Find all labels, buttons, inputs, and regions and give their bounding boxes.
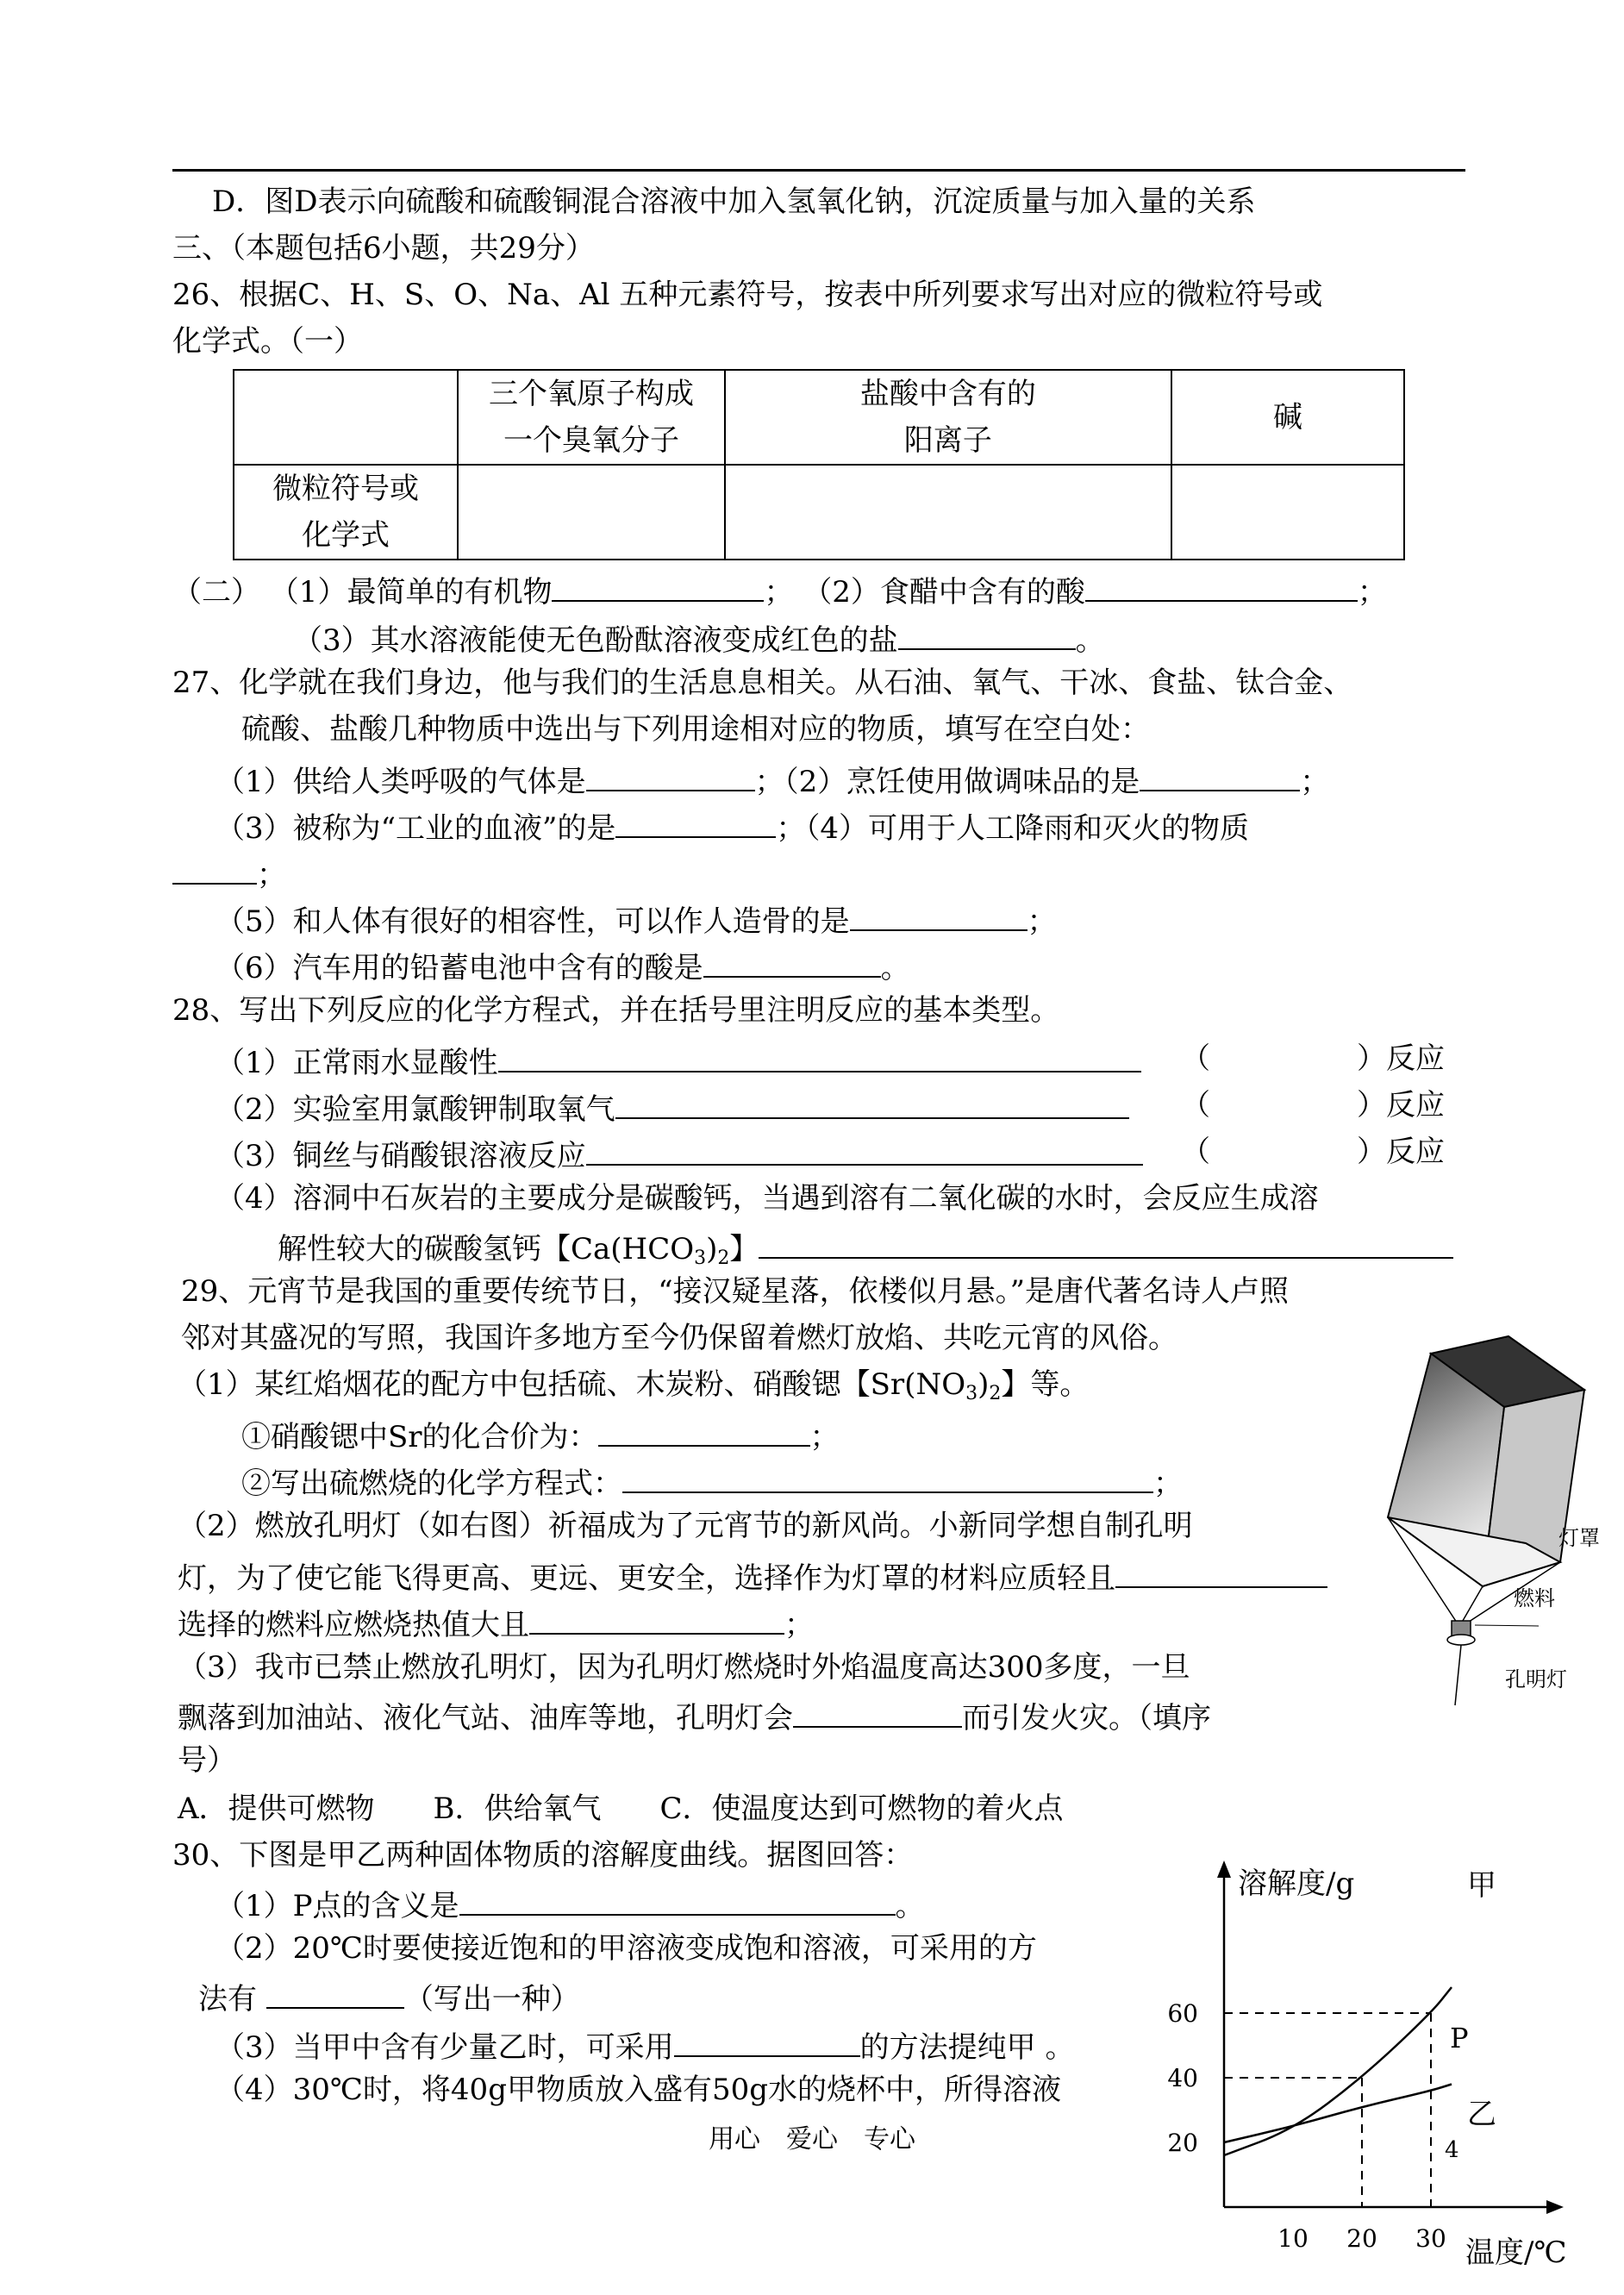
q26-stem-cont: 化学式。（一）: [172, 324, 363, 359]
answer-blank[interactable]: [1140, 760, 1300, 791]
q30-part1: （1）P点的含义是 。: [215, 1885, 925, 1923]
page-footer: 用心 爱心 专心: [709, 2124, 915, 2154]
q28-line4-cont: 解性较大的碳酸氢钙【$Ca(HCO_3)_2$】: [278, 1228, 1453, 1276]
q30-part2-cont: 法有 （写出一种）: [198, 1978, 580, 2017]
answer-blank[interactable]: [703, 947, 881, 978]
table-header-cation: 盐酸中含有的 阳离子: [725, 370, 1171, 465]
table-corner-cell: [234, 370, 458, 465]
answer-blank[interactable]: [1085, 571, 1358, 602]
q29-stem: 29、元宵节是我国的重要传统节日，“接汉疑星落，依楼似月悬。”是唐代著名诗人卢照: [181, 1274, 1290, 1309]
x-tick-label: 10: [1277, 2224, 1309, 2253]
table-header-base: 碱: [1171, 370, 1404, 465]
answer-blank[interactable]: [674, 2026, 860, 2057]
q28-stem: 28、写出下列反应的化学方程式，并在括号里注明反应的基本类型。: [172, 993, 1060, 1028]
section-three-heading: 三、（本题包括6小题，共29分）: [172, 231, 595, 266]
q28-line2: （2）实验室用氯酸钾制取氧气: [215, 1088, 1129, 1127]
series-label-jia: 甲: [1467, 1868, 1496, 1903]
q27-line5: （6）汽车用的铅蓄电池中含有的酸是 。: [215, 947, 910, 985]
table-row-label: 微粒符号或 化学式: [234, 465, 458, 560]
q29-part1a: ①硝酸锶中Sr的化合价为： ；: [241, 1416, 840, 1454]
table-answer-cell[interactable]: [1171, 465, 1404, 560]
answer-blank[interactable]: [586, 760, 755, 791]
y-tick-label: 20: [1167, 2129, 1198, 2157]
x-tick-label: 30: [1415, 2224, 1446, 2253]
chart-series: [1224, 1868, 1496, 2155]
answer-blank[interactable]: [759, 1228, 1453, 1259]
q27-line1: （1）供给人类呼吸的气体是 ；（2）烹饪使用做调味品的是 ；: [215, 760, 1329, 799]
q27-stem-cont: 硫酸、盐酸几种物质中选出与下列用途相对应的物质，填写在空白处：: [241, 712, 1150, 747]
q26-answer-table: [233, 369, 1405, 560]
y-axis-arrow-icon: [1217, 1860, 1231, 1878]
table-answer-cell[interactable]: [458, 465, 725, 560]
table-header-ozone: 三个氧原子构成 一个臭氧分子: [458, 370, 725, 465]
x-tick-label: 20: [1346, 2224, 1377, 2253]
answer-blank[interactable]: [1115, 1557, 1327, 1588]
q30-stem: 30、下图是甲乙两种固体物质的溶解度曲线。据图回答：: [172, 1838, 914, 1873]
answer-blank[interactable]: [793, 1697, 962, 1728]
option-d-text: D．图D表示向硫酸和硫酸铜混合溶液中加入氢氧化钠，沉淀质量与加入量的关系: [212, 184, 1256, 219]
q27-line2: （3）被称为“工业的血液”的是 ；（4）可用于人工降雨和灭火的物质: [215, 807, 1249, 846]
table-answer-cell[interactable]: [725, 465, 1171, 560]
q29-part2-cont2: 选择的燃料应燃烧热值大且 ；: [178, 1604, 814, 1642]
q29-part3: （3）我市已禁止燃放孔明灯，因为孔明灯燃烧时外焰温度高达300多度，一旦: [178, 1650, 1190, 1685]
y-tick-label: 40: [1167, 2064, 1198, 2092]
x-axis-arrow-icon: [1546, 2200, 1564, 2214]
q28-type-2: （ ）反应: [1181, 1088, 1445, 1122]
series-label-yi: 乙: [1467, 2097, 1496, 2132]
top-rule: [172, 169, 1465, 172]
q29-part1b: ②写出硫燃烧的化学方程式： ；: [241, 1462, 1183, 1501]
answer-blank[interactable]: [266, 1978, 404, 2009]
q29-part1: （1）某红焰烟花的配方中包括硫、木炭粉、硝酸锶【$Sr(NO_3)_2$】等。: [178, 1367, 1090, 1404]
point-p-label: P: [1450, 2022, 1469, 2054]
y-tick-label: 60: [1167, 1999, 1198, 2028]
answer-blank[interactable]: [552, 571, 764, 602]
answer-blank[interactable]: [586, 1135, 1143, 1166]
answer-blank[interactable]: [459, 1885, 896, 1916]
q27-line4: （5）和人体有很好的相容性，可以作人造骨的是 ；: [215, 900, 1057, 939]
answer-blank[interactable]: [898, 619, 1076, 650]
q28-type-1: （ ）反应: [1181, 1041, 1445, 1076]
lantern-fuel-label: 燃料: [1514, 1586, 1555, 1610]
answer-blank[interactable]: [615, 807, 776, 838]
answer-blank[interactable]: [598, 1416, 810, 1447]
y-axis-label: 溶解度/g: [1238, 1867, 1355, 1901]
lantern-name-label: 孔明灯: [1505, 1667, 1567, 1692]
q28-line3: （3）铜丝与硝酸银溶液反应: [215, 1135, 1143, 1173]
stray-label: 4: [1445, 2137, 1459, 2163]
series-curve-yi: [1224, 2085, 1452, 2143]
q29-part2-cont: 灯，为了使它能飞得更高、更远、更安全，选择作为灯罩的材料应质轻且: [178, 1557, 1327, 1596]
q27-stem: 27、化学就在我们身边，他与我们的生活息息相关。从石油、氧气、干冰、食盐、钛合金、: [172, 666, 1353, 700]
q29-part3-cont: 飘落到加油站、液化气站、油库等地，孔明灯会 而引发火灾。（填序: [178, 1697, 1211, 1735]
q26-part2-line1: （二） （1）最简单的有机物 ； （2）食醋中含有的酸 ；: [172, 571, 1387, 610]
kongming-lantern-figure: [1353, 1328, 1621, 1707]
q26-stem: 26、根据C、H、S、O、Na、Al 五种元素符号，按表中所列要求写出对应的微粒符号或: [172, 278, 1323, 312]
q30-part3: （3）当甲中含有少量乙时，可采用 的方法提纯甲 。: [215, 2026, 1074, 2065]
lantern-shade-icon: [1388, 1336, 1584, 1586]
q30-part2: （2）20℃时要使接近饱和的甲溶液变成饱和溶液，可采用的方: [215, 1931, 1037, 1966]
answer-blank[interactable]: [615, 1088, 1129, 1119]
lantern-shade-label: 灯罩: [1558, 1526, 1600, 1550]
answer-blank[interactable]: [172, 854, 257, 885]
q29-stem-cont: 邻对其盛况的写照，我国许多地方至今仍保留着燃灯放焰、共吃元宵的风俗。: [181, 1321, 1177, 1355]
answer-blank[interactable]: [529, 1604, 784, 1635]
q29-part3-cont2: 号）: [178, 1743, 236, 1778]
q29-part2: （2）燃放孔明灯（如右图）祈福成为了元宵节的新风尚。小新同学想自制孔明: [178, 1509, 1193, 1543]
answer-blank[interactable]: [622, 1462, 1153, 1493]
answer-blank[interactable]: [850, 900, 1027, 931]
lantern-fuel-icon: [1447, 1621, 1539, 1705]
solubility-chart: [1146, 1854, 1612, 2285]
q28-line1: （1）正常雨水显酸性: [215, 1041, 1141, 1080]
q26-part2-line2: （3）其水溶液能使无色酚酞溶液变成红色的盐 。: [293, 619, 1105, 658]
q28-line4: （4）溶洞中石灰岩的主要成分是碳酸钙，当遇到溶有二氧化碳的水时，会反应生成溶: [215, 1181, 1319, 1216]
q29-options: A．提供可燃物 B．供给氧气 C．使温度达到可燃物的着火点: [178, 1792, 1064, 1826]
q27-line3: ；: [172, 854, 286, 892]
q30-part4: （4）30℃时，将40g甲物质放入盛有50g水的烧杯中，所得溶液: [215, 2073, 1061, 2107]
answer-blank[interactable]: [498, 1041, 1141, 1072]
q28-type-3: （ ）反应: [1181, 1135, 1445, 1169]
x-axis-label: 温度/℃: [1465, 2236, 1567, 2270]
